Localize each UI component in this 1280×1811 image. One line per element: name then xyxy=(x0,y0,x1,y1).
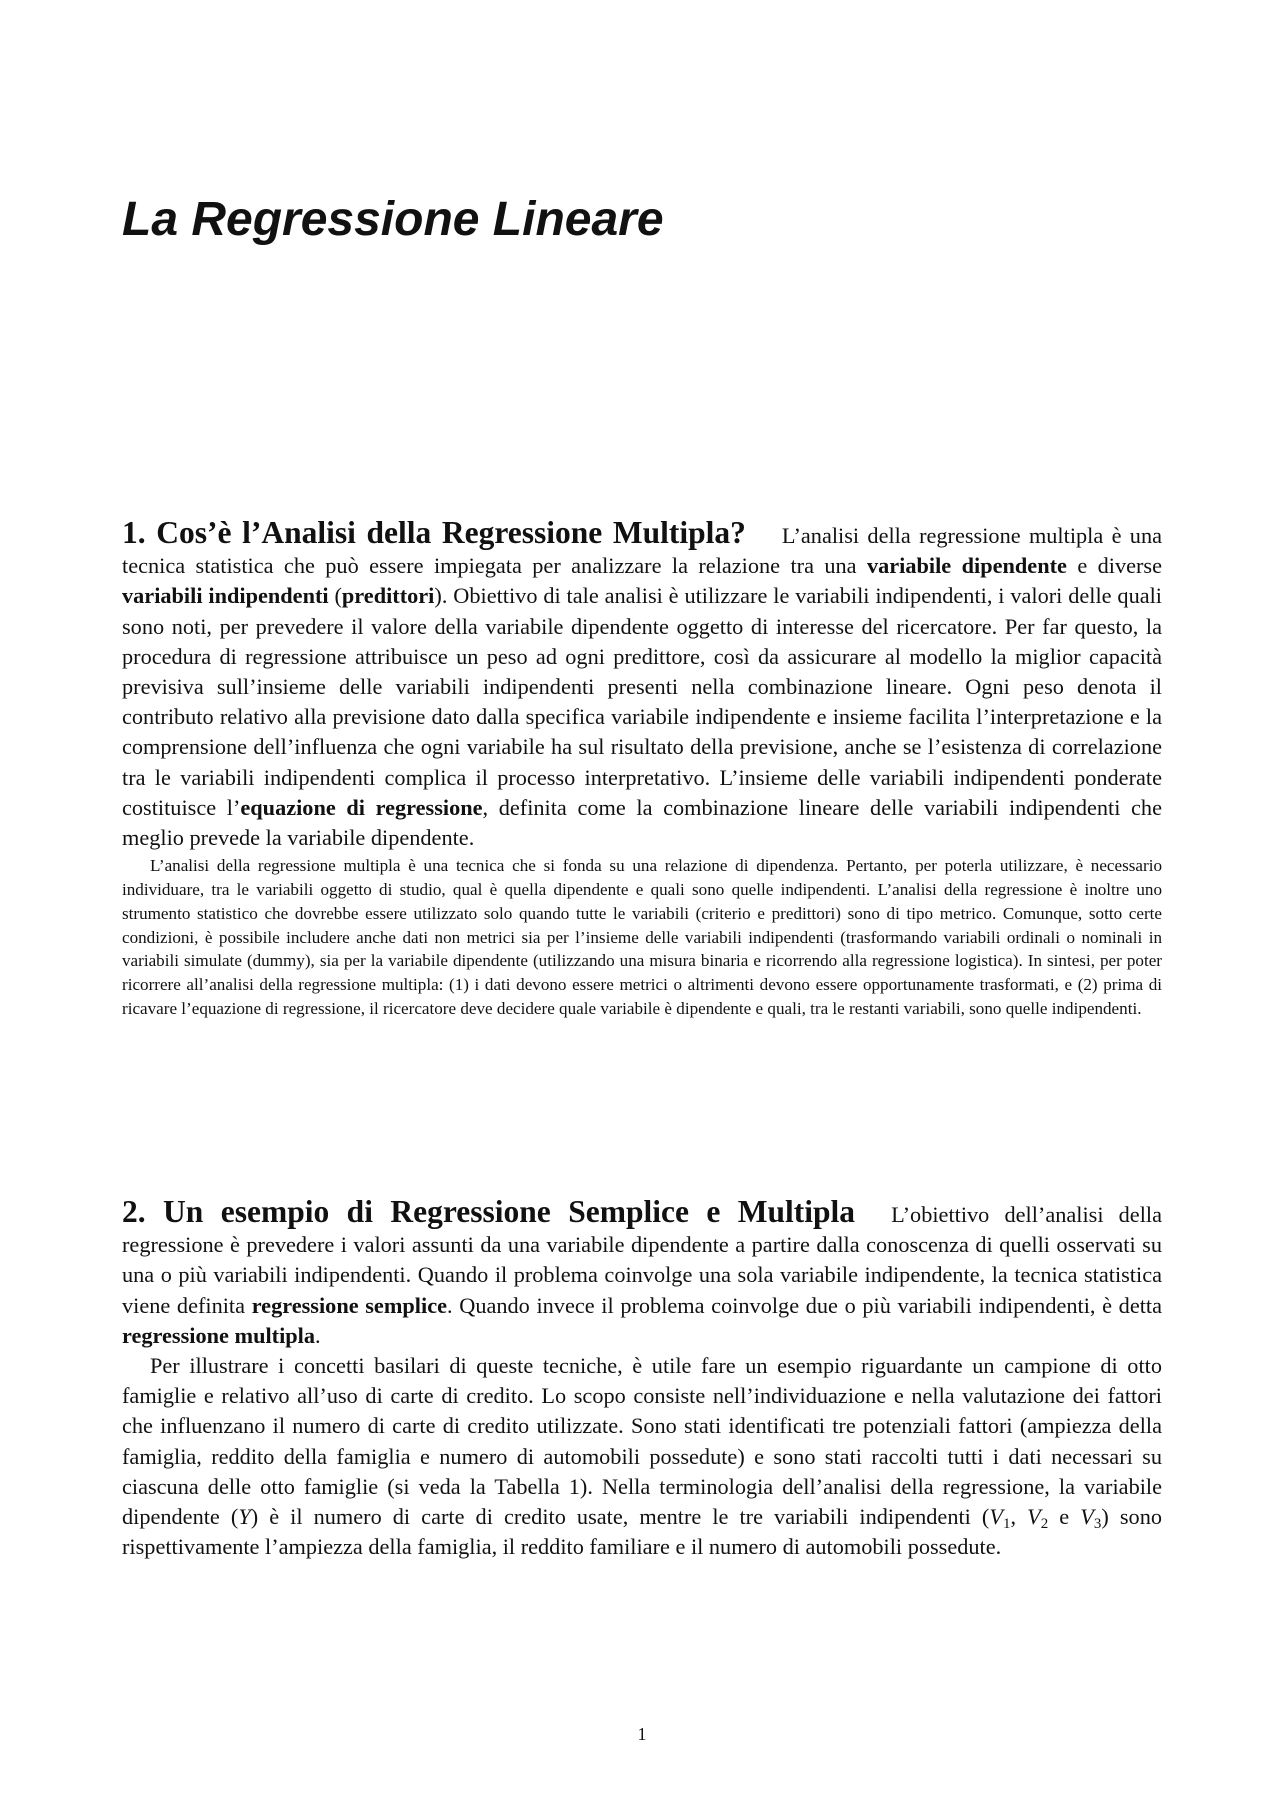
section-1-heading: 1. Cos’è l’Analisi della Regressione Multipla? xyxy=(122,515,746,550)
term-variabile-dipendente: variabile dipendente xyxy=(866,553,1067,579)
section-2 xyxy=(122,1194,1162,1562)
term-regressione-semplice: regressione semplice xyxy=(251,1292,447,1318)
text-run: , definita come la combinazione lineare delle variabili indipendenti che meglio prevede la variabile dipendente. xyxy=(122,794,1162,851)
section-1-paragraph-2: L’analisi della regressione multipla è una tecnica che si fonda su una relazione di dipendenza. Pertanto, per poterla utilizzare, è necessario individuare, tra le variabili oggetto di studio, qual è quella dipendente e quali sono quelle indipendenti. L’analisi della regressione è inoltre uno strumento statistico che dovrebbe essere utilizzato solo quando tutte le variabili (criterio e predittori) sono di tipo metrico. Comunque, sotto certe condizioni, è possibile includere anche dati non metrici sia per l’insieme delle variabili indipendenti (trasformando variabili ordinali o nominali in variabili simulate (dummy), sia per la variabile dipendente (utilizzando una misura binaria e ricorrendo alla regressione logistica). In sintesi, per poter ricorrere all’analisi della regressione multipla: (1) i dati devono essere metrici o altrimenti devono essere opportunamente trasformati, e (2) prima di ricavare l’equazione di regressione, il ricercatore deve decidere quale variabile è dipendente e quali, tra le restanti variabili, sono quelle indipendenti. xyxy=(122,856,1162,1019)
term-variabili-indipendenti: variabili indipendenti xyxy=(122,583,329,609)
subscript-1: 1 xyxy=(1002,1516,1011,1533)
text-run: . Quando invece il problema coinvolge due o più variabili indipendenti, è detta xyxy=(447,1292,1162,1318)
section-2-paragraph-2 xyxy=(122,1351,1162,1562)
term-predittori: predittori xyxy=(341,583,435,609)
section-1 xyxy=(122,515,1162,1021)
text-run: e diverse xyxy=(1066,553,1162,579)
symbol-v1: V xyxy=(989,1504,1003,1530)
text-run: ) sono rispettivamente l’ampiezza della famiglia, il reddito familiare e il numero di automobili possedute. xyxy=(122,1504,1162,1560)
symbol-v2: V xyxy=(1027,1504,1041,1530)
page-number: 1 xyxy=(637,1724,647,1744)
text-run: Per illustrare i concetti basilari di queste tecniche, è utile fare un esempio riguardante un campione di otto famiglie e relativo all’uso di carte di credito. Lo scopo consiste nell’individuazione e nella valutazione dei fattori che influenzano il numero di carte di credito utilizzate. Sono stati identificati tre potenziali fattori (ampiezza della famiglia, reddito della famiglia e numero di automobili possedute) e sono stati raccolti tutti i dati necessari su ciascuna delle otto famiglie (si veda la Tabella 1). Nella terminologia dell’analisi della regressione, la variabile dipendente ( xyxy=(122,1353,1162,1530)
section-1-paragraph-1 xyxy=(122,515,1162,853)
text-run: ( xyxy=(328,583,342,609)
text-run: L’obiettivo dell’analisi della regressione è prevedere i valori assunti da una variabile dipendente a partire dalla conoscenza di quelli osservati su una o più variabili indipendenti. Quando il problema coinvolge una sola variabile indipendente, la tecnica statistica viene definita xyxy=(122,1202,1162,1318)
symbol-y: Y xyxy=(238,1504,251,1530)
subscript-2: 2 xyxy=(1040,1516,1049,1533)
term-equazione-di-regressione: equazione di regressione xyxy=(240,794,483,820)
section-2-paragraph-1 xyxy=(122,1194,1162,1351)
section-2-heading: 2. Un esempio di Regressione Semplice e Multipla xyxy=(122,1194,856,1229)
text-run: , xyxy=(1010,1504,1028,1530)
term-regressione-multipla: regressione multipla xyxy=(122,1322,316,1348)
text-run: L’analisi della regressione multipla è una tecnica statistica che può essere impiegata per analizzare la relazione tra una xyxy=(122,523,1162,579)
text-run: . xyxy=(315,1322,321,1348)
symbol-v3: V xyxy=(1080,1504,1094,1530)
document-title: La Regressione Lineare xyxy=(122,193,664,246)
text-run: ) è il numero di carte di credito usate, mentre le tre variabili indipendenti ( xyxy=(250,1504,990,1530)
text-run: ). Obiettivo di tale analisi è utilizzare le variabili indipendenti, i valori delle quali sono noti, per prevedere il valore della variabile dipendente oggetto di interesse del ricercatore. Per far questo, la procedura di regressione attribuisce un peso ad ogni predittore, così da assicurare al modello la miglior capacità previsiva sull’insieme delle variabili indipendenti presenti nella combinazione lineare. Ogni peso denota il contributo relativo alla previsione dato dalla specifica variabile indipendente e insieme facilita l’interpretazione e la comprensione dell’influenza che ogni variabile ha sul risultato della previsione, anche se l’esistenza di correlazione tra le variabili indipendenti complica il processo interpretativo. L’insieme delle variabili indipendenti ponderate costituisce l’ xyxy=(122,583,1162,820)
subscript-3: 3 xyxy=(1093,1516,1102,1533)
text-run: e xyxy=(1048,1504,1081,1530)
document-page xyxy=(122,0,1162,1811)
